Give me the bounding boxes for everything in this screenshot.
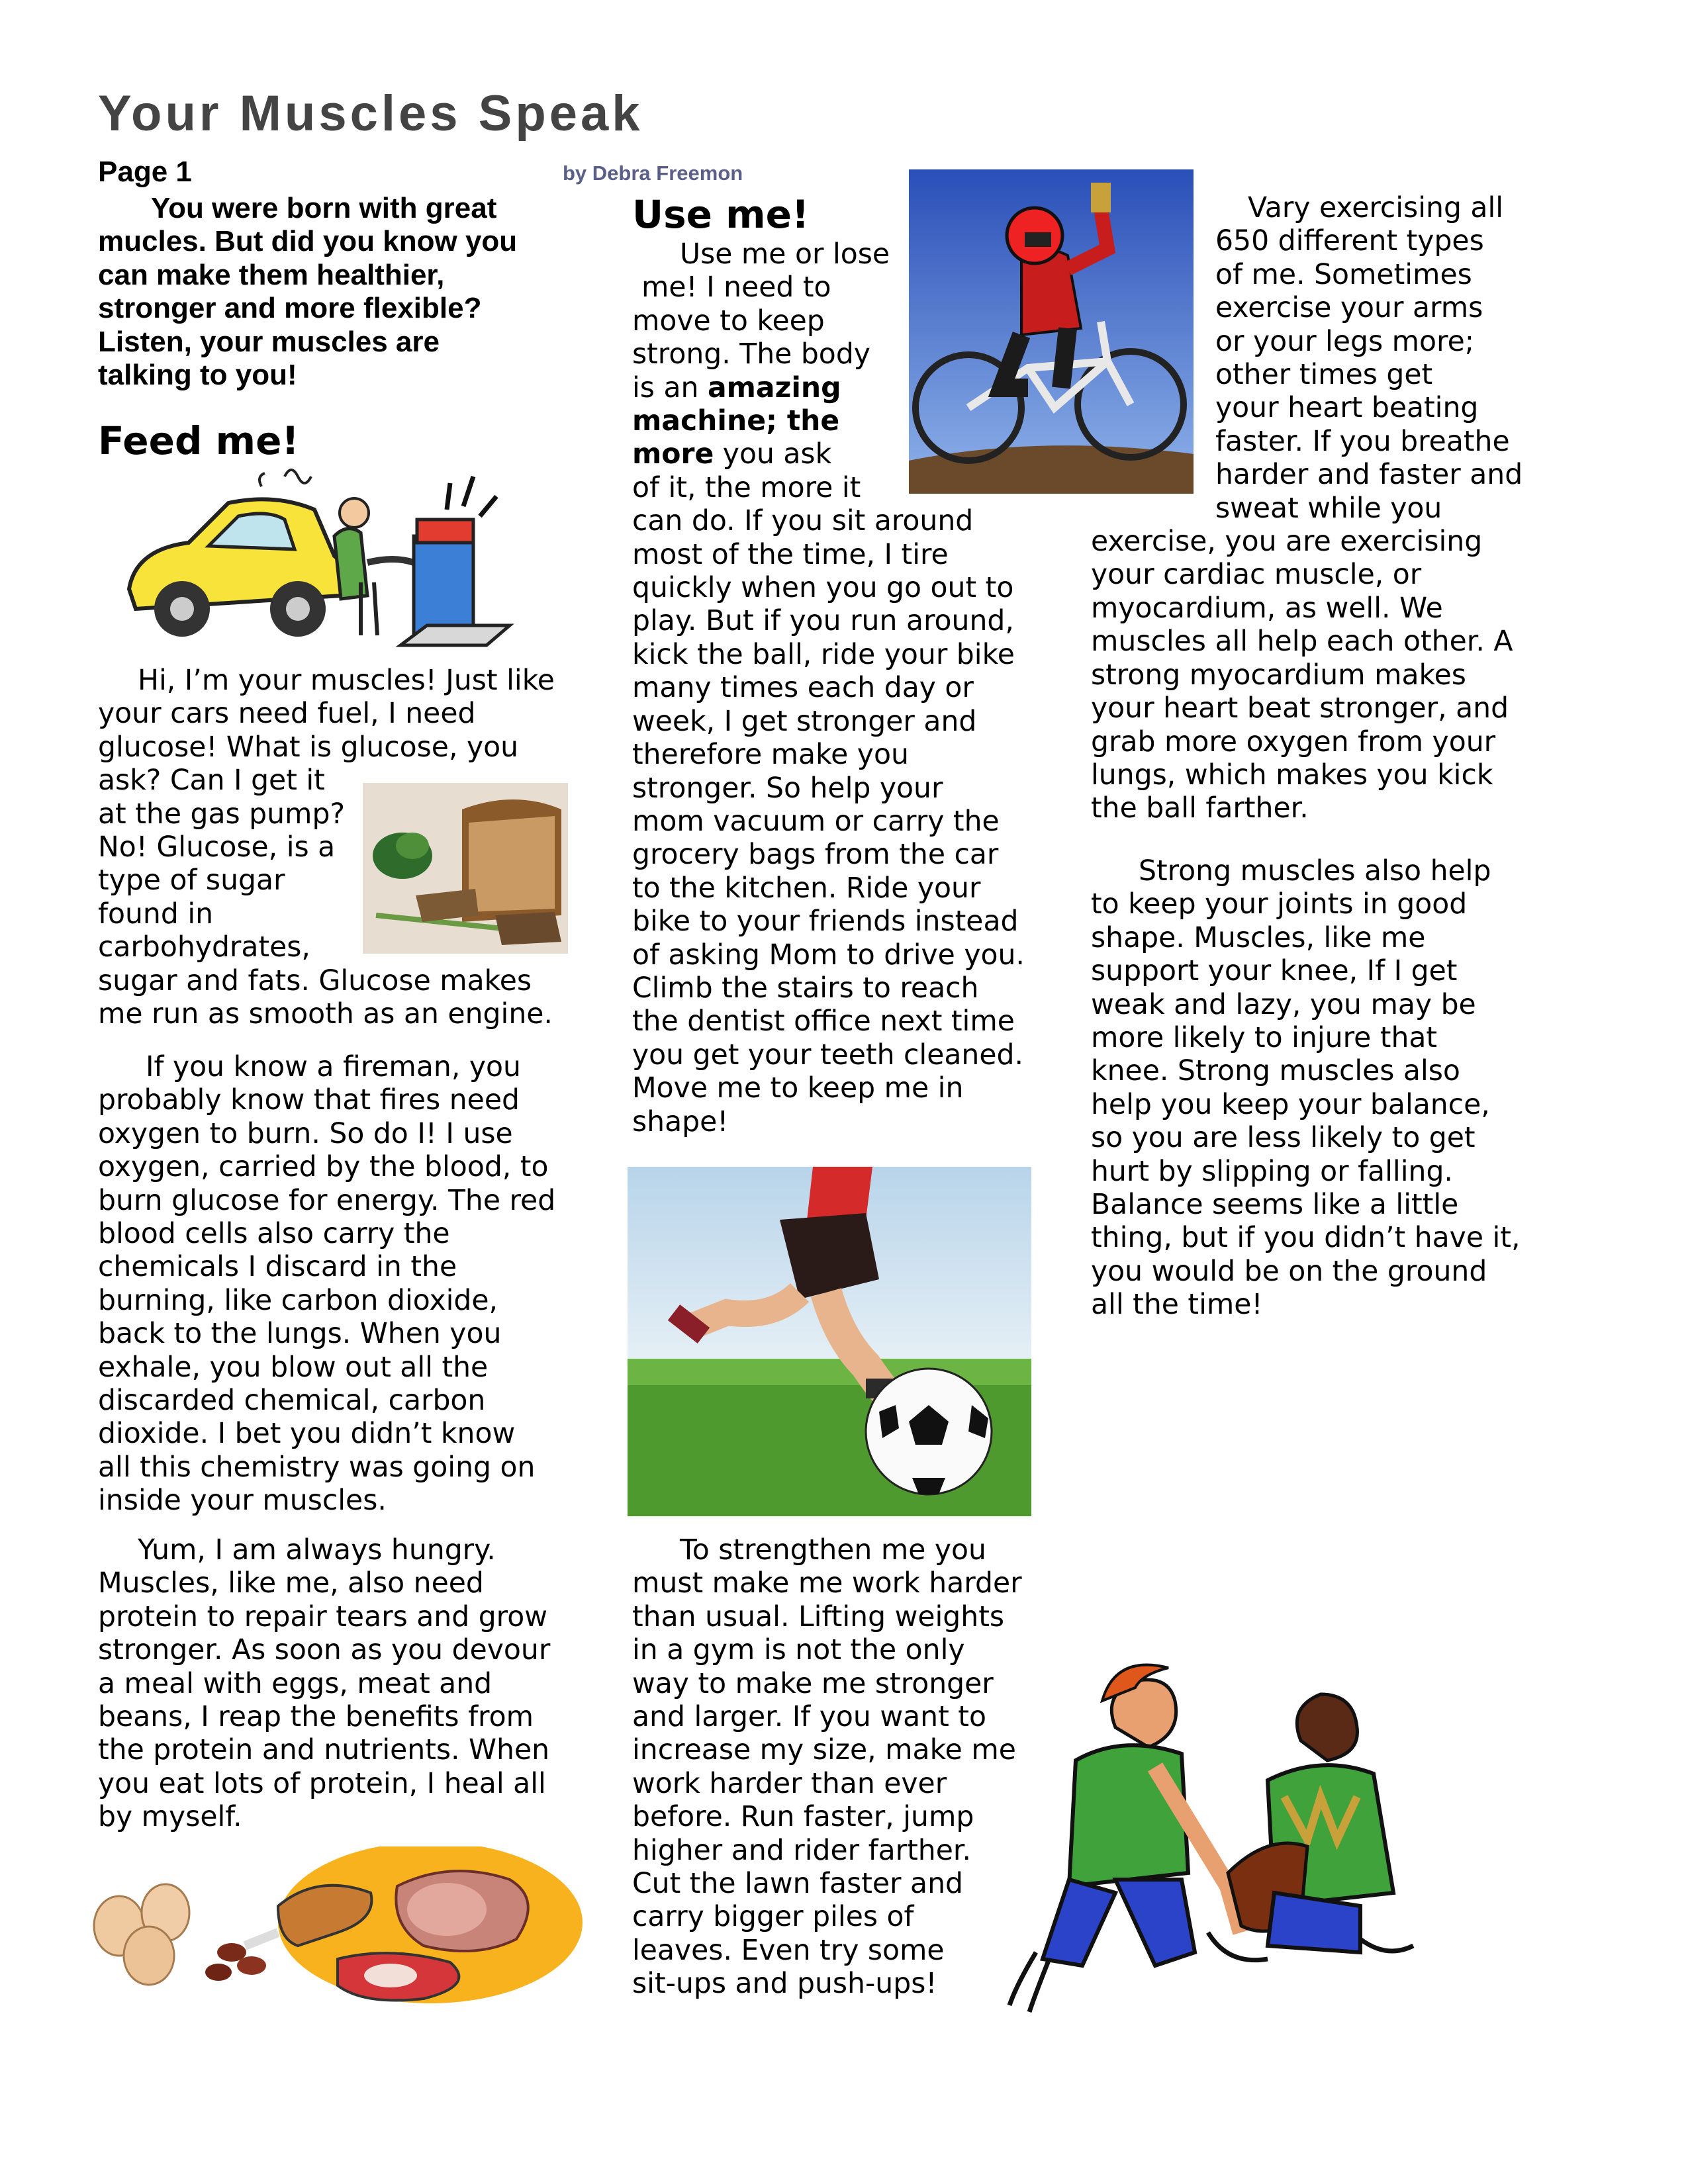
text-line: way to make me stronger — [632, 1667, 994, 1700]
text-line: ask? Can I get it — [98, 764, 325, 797]
text-line: all the time! — [1091, 1289, 1263, 1322]
text-line: exercise, you are exercising — [1091, 525, 1483, 559]
text-line: grocery bags from the car — [632, 839, 999, 872]
text-line: Cut the lawn faster and — [632, 1868, 963, 1901]
text-line: me! I need to — [641, 271, 831, 304]
text-line: discarded chemical, carbon — [98, 1385, 486, 1418]
col3-paragraph-2 — [1091, 855, 1554, 1322]
byline: by Debra Freemon — [563, 161, 743, 185]
text-line: or your legs more; — [1215, 325, 1475, 358]
use-me-paragraph-2 — [632, 1534, 1029, 2001]
text-line: blood cells also carry the — [98, 1218, 450, 1251]
text-line: carry bigger piles of — [632, 1901, 914, 1934]
text-line: burning, like carbon dioxide, — [98, 1284, 498, 1317]
text-line: found in — [98, 897, 214, 931]
text-line: 650 different types — [1215, 225, 1484, 258]
text-line: of it, the more it — [632, 471, 861, 504]
text-line: Yum, I am always hungry. — [138, 1534, 496, 1567]
text-line: Use me or lose — [680, 238, 890, 271]
text-line: oxygen to burn. So do I! I use — [98, 1117, 513, 1150]
text-line: a meal with eggs, meat and — [98, 1667, 492, 1700]
text-line: lungs, which makes you kick — [1091, 758, 1493, 792]
text-line: quickly when you go out to — [632, 572, 1014, 605]
text-line: exhale, you blow out all the — [98, 1351, 489, 1384]
text-line: sweat while you — [1215, 492, 1442, 525]
text-line: burn glucose for energy. The red — [98, 1184, 556, 1217]
text-line: at the gas pump? — [98, 797, 345, 831]
text-line: thing, but if you didn’t have it, — [1091, 1222, 1521, 1255]
food-clipart — [79, 1846, 589, 2012]
text-line: must make me work harder — [632, 1567, 1022, 1600]
text-line: the ball farther. — [1091, 792, 1309, 825]
feed-me-paragraph-3 — [98, 1534, 575, 1835]
intro-line: mucles. But did you know you — [98, 225, 518, 258]
text-line: hurt by slipping or falling. — [1091, 1155, 1453, 1188]
text-line: leaves. Even try some — [632, 1934, 945, 1967]
soccer-kick-photo — [628, 1167, 1031, 1516]
text-line: you get your teeth cleaned. — [632, 1038, 1023, 1071]
text-line: glucose! What is glucose, you — [98, 731, 519, 764]
text-line: me run as smooth as an engine. — [98, 998, 553, 1031]
text-line: carbohydrates, — [98, 931, 310, 964]
text-line: week, I get stronger and — [632, 705, 977, 738]
text-line: back to the lungs. When you — [98, 1318, 502, 1351]
text-line: knee. Strong muscles also — [1091, 1055, 1460, 1088]
text-line: bike to your friends instead — [632, 905, 1019, 938]
text-line: to the kitchen. Ride your — [632, 872, 981, 905]
text-line: chemicals I discard in the — [98, 1251, 457, 1284]
text-line: strong. The body — [632, 338, 870, 371]
text-line: in a gym is not the only — [632, 1634, 965, 1667]
text-line: Muscles, like me, also need — [98, 1567, 484, 1600]
text-line: shape. Muscles, like me — [1091, 921, 1426, 954]
intro-line: can make them healthier, — [98, 258, 445, 291]
text-line: myocardium, as well. We — [1091, 592, 1443, 625]
text-line: you eat lots of protein, I heal all — [98, 1767, 546, 1800]
intro-line: Listen, your muscles are — [98, 325, 440, 358]
situps-clipart — [990, 1655, 1430, 2019]
text-line: higher and rider farther. — [632, 1834, 971, 1867]
text-line: mom vacuum or carry the — [632, 805, 1000, 838]
text-line: and larger. If you want to — [632, 1701, 986, 1734]
text-line: your cars need fuel, I need — [98, 698, 476, 731]
car-gas-pump-clipart — [116, 457, 526, 668]
text-line: of asking Mom to drive you. — [632, 938, 1025, 972]
text-line: harder and faster and — [1215, 459, 1523, 492]
text-line: faster. If you breathe — [1215, 425, 1510, 458]
bread-photo — [363, 783, 568, 954]
text-line: Strong muscles also help — [1139, 855, 1491, 887]
bold-text-run: amazing — [707, 371, 841, 404]
intro-paragraph — [98, 192, 575, 392]
page-title: Your Muscles Speak — [98, 85, 643, 142]
text-line: Balance seems like a little — [1091, 1189, 1459, 1222]
text-line: your heart beat stronger, and — [1091, 692, 1509, 725]
text-line: to keep your joints in good — [1091, 888, 1468, 921]
text-line: work harder than ever — [632, 1767, 947, 1800]
text-line: muscles all help each other. A — [1091, 625, 1513, 659]
text-run: is an — [632, 371, 708, 404]
text-line: all this chemistry was going on — [98, 1451, 536, 1484]
text-line: support your knee, If I get — [1091, 955, 1458, 988]
intro-line: stronger and more flexible? — [98, 292, 482, 325]
text-line: exercise your arms — [1215, 292, 1483, 325]
bold-text-run: more — [632, 438, 714, 471]
text-line: the dentist office next time — [632, 1005, 1015, 1038]
text-line: play. But if you run around, — [632, 605, 1014, 638]
text-line: shape! — [632, 1105, 729, 1138]
text-line: you would be on the ground — [1091, 1255, 1487, 1288]
text-line: the protein and nutrients. When — [98, 1734, 550, 1767]
text-line: than usual. Lifting weights — [632, 1600, 1005, 1633]
text-line: so you are less likely to get — [1091, 1122, 1476, 1155]
use-me-heading: Use me! — [632, 192, 810, 237]
text-line: increase my size, make me — [632, 1734, 1016, 1767]
text-line: dioxide. I bet you didn’t know — [98, 1418, 516, 1451]
text-line: If you know a fireman, you — [146, 1051, 521, 1083]
text-line: No! Glucose, is a — [98, 831, 336, 864]
text-line: help you keep your balance, — [1091, 1088, 1490, 1121]
text-line: inside your muscles. — [98, 1484, 387, 1518]
feed-me-paragraph-2 — [98, 1051, 575, 1518]
text-line: most of the time, I tire — [632, 538, 949, 571]
text-line: Move me to keep me in — [632, 1072, 964, 1105]
col3-paragraph-1 — [1091, 192, 1554, 826]
text-line: of me. Sometimes — [1215, 258, 1472, 291]
text-line: your cardiac muscle, or — [1091, 559, 1422, 592]
text-line: oxygen, carried by the blood, to — [98, 1151, 549, 1184]
text-line: your heart beating — [1215, 392, 1479, 425]
text-line: grab more oxygen from your — [1091, 725, 1496, 758]
page-label: Page 1 — [98, 156, 192, 188]
text-run: you ask — [714, 438, 832, 471]
text-line: Hi, I’m your muscles! Just like — [138, 664, 555, 697]
text-line: Vary exercising all — [1248, 192, 1504, 224]
text-line: therefore make you — [632, 739, 909, 772]
text-line: stronger. As soon as you devour — [98, 1634, 551, 1667]
text-line: Climb the stairs to reach — [632, 972, 979, 1005]
text-line: strong myocardium makes — [1091, 659, 1466, 692]
bold-text-line: machine; the — [632, 405, 840, 438]
intro-line: talking to you! — [98, 359, 297, 392]
text-line: sit-ups and push-ups! — [632, 1968, 937, 2001]
text-line: other times get — [1215, 359, 1433, 392]
text-line: sugar and fats. Glucose makes — [98, 964, 532, 997]
text-line: before. Run faster, jump — [632, 1801, 974, 1834]
text-line: To strengthen me you — [680, 1534, 986, 1567]
text-line: stronger. So help your — [632, 772, 943, 805]
text-line: type of sugar — [98, 864, 285, 897]
intro-line: You were born with great — [151, 192, 497, 224]
text-line: by myself. — [98, 1801, 242, 1834]
text-line: protein to repair tears and grow — [98, 1600, 547, 1633]
text-line: more likely to injure that — [1091, 1022, 1438, 1055]
text-line: weak and lazy, you may be — [1091, 988, 1476, 1021]
text-line: beans, I reap the benefits from — [98, 1701, 534, 1734]
text-line: kick the ball, ride your bike — [632, 638, 1015, 671]
text-line: can do. If you sit around — [632, 505, 974, 538]
feed-me-heading: Feed me! — [98, 418, 299, 463]
text-line: many times each day or — [632, 672, 974, 705]
text-line: move to keep — [632, 304, 825, 338]
text-line: probably know that fires need — [98, 1084, 520, 1117]
